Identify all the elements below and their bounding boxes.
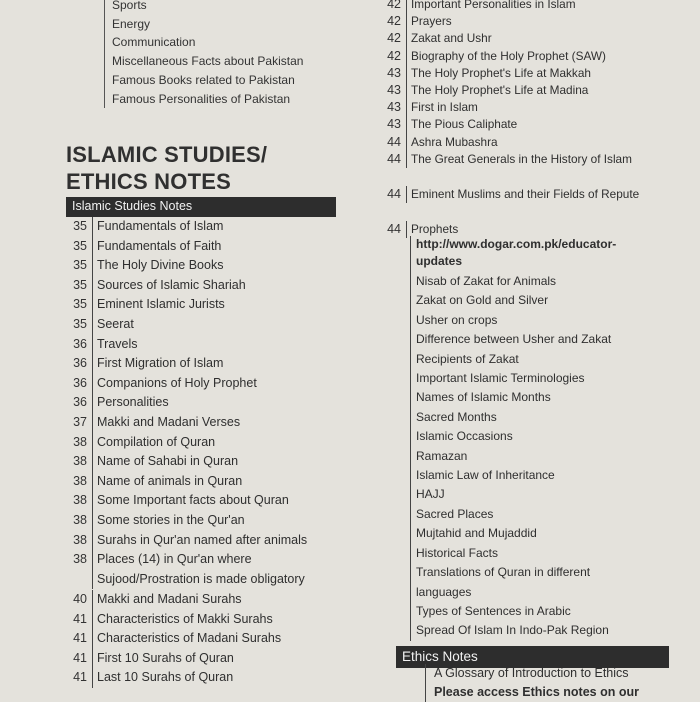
topic-title: Fundamentals of Faith xyxy=(92,237,336,257)
table-row xyxy=(66,472,336,492)
page-number: 35 xyxy=(73,238,87,253)
topic-title: Fundamentals of Islam xyxy=(92,217,336,237)
topic-title: The Holy Divine Books xyxy=(92,256,336,276)
table-row xyxy=(380,0,680,13)
page-number: 42 xyxy=(387,0,401,11)
page-number: 41 xyxy=(73,631,87,646)
topic-title: Characteristics of Makki Surahs xyxy=(92,610,336,630)
list-item: A Glossary of Introduction to Ethics xyxy=(434,666,629,680)
topic-title: Places (14) in Qur'an where Sujood/Prostration is made obligatory xyxy=(92,550,336,589)
page-number: 42 xyxy=(387,48,401,63)
topic-title: Personalities xyxy=(92,393,336,413)
page-number: 37 xyxy=(73,414,87,429)
page-number: 38 xyxy=(73,512,87,527)
topic-title: Biography of the Holy Prophet (SAW) xyxy=(406,48,680,65)
page-number: 42 xyxy=(387,14,401,29)
educator-updates-link[interactable]: http://www.dogar.com.pk/educator-updates xyxy=(416,237,617,268)
topic-title: Seerat xyxy=(92,315,336,335)
page-number: 43 xyxy=(387,100,401,115)
topic-title: Name of animals in Quran xyxy=(92,472,336,492)
table-row xyxy=(66,413,336,433)
topic-title: The Great Generals in the History of Islam xyxy=(406,151,680,168)
topic-title: First Migration of Islam xyxy=(92,354,336,374)
page-number: 44 xyxy=(387,151,401,166)
topic-title: Eminent Islamic Jurists xyxy=(92,295,336,315)
page-number: 38 xyxy=(73,552,87,567)
list-item: Sacred Places xyxy=(416,506,494,521)
table-row xyxy=(66,276,336,296)
list-item: Zakat on Gold and Silver xyxy=(416,293,549,308)
topic-title: Companions of Holy Prophet xyxy=(92,374,336,394)
page-number: 43 xyxy=(387,117,401,132)
page-number: 35 xyxy=(73,219,87,233)
table-row xyxy=(66,393,336,413)
table-row xyxy=(66,354,336,374)
topic-title: Name of Sahabi in Quran xyxy=(92,452,336,472)
pakistan-topics-list xyxy=(104,0,342,108)
list-item: Important Islamic Terminologies xyxy=(416,371,585,386)
table-row xyxy=(66,550,336,590)
topic-title: Important Personalities in Islam xyxy=(406,0,680,13)
list-item: Translations of Quran in different languages xyxy=(416,565,591,599)
list-item: Types of Sentences in Arabic xyxy=(416,603,571,618)
page-number: 35 xyxy=(73,258,87,273)
table-row xyxy=(380,99,680,116)
topic-title: Prayers xyxy=(406,13,680,30)
table-row xyxy=(380,48,680,65)
table-row xyxy=(66,668,336,688)
topic-title: Surahs in Qur'an named after animals xyxy=(92,531,336,551)
list-item: Spread Of Islam In Indo-Pak Region xyxy=(416,623,609,638)
islamic-studies-bar: Islamic Studies Notes xyxy=(66,197,336,217)
table-row xyxy=(66,531,336,551)
topic-title: First 10 Surahs of Quran xyxy=(92,649,336,669)
list-item: Communication xyxy=(112,35,196,50)
table-row xyxy=(66,610,336,630)
topic-title: The Holy Prophet's Life at Makkah xyxy=(406,65,680,82)
page-number: 35 xyxy=(73,277,87,292)
page-number: 36 xyxy=(73,356,87,371)
table-row xyxy=(66,237,336,257)
page-number: 38 xyxy=(73,473,87,488)
topic-title: Characteristics of Madani Surahs xyxy=(92,629,336,649)
page-number: 40 xyxy=(73,592,87,607)
table-row xyxy=(380,116,680,133)
page-number: 35 xyxy=(73,297,87,312)
online-topics-list xyxy=(410,236,631,641)
ethics-topics-list xyxy=(425,664,684,702)
list-item: Sacred Months xyxy=(416,409,497,424)
list-item: Recipients of Zakat xyxy=(416,351,519,366)
table-row xyxy=(66,629,336,649)
table-row xyxy=(66,433,336,453)
list-item: Names of Islamic Months xyxy=(416,390,551,405)
table-row xyxy=(380,82,680,99)
topic-title: Makki and Madani Surahs xyxy=(92,590,336,610)
topic-title: Eminent Muslims and their Fields of Repute xyxy=(406,186,680,203)
page-number: 41 xyxy=(73,611,87,626)
list-item: HAJJ xyxy=(416,487,445,502)
table-row xyxy=(66,511,336,531)
topic-title: Some stories in the Qur'an xyxy=(92,511,336,531)
list-item: Famous Books related to Pakistan xyxy=(112,72,295,87)
table-row xyxy=(66,256,336,276)
table-row xyxy=(380,13,680,30)
section-heading-line2: ETHICS NOTES xyxy=(66,169,231,194)
page-number: 44 xyxy=(387,186,401,201)
table-row xyxy=(380,186,680,221)
list-item: Ramazan xyxy=(416,448,468,463)
list-item: Please access Ethics notes on our xyxy=(434,685,639,699)
topic-title: Sources of Islamic Shariah xyxy=(92,276,336,296)
ethics-notes-bar: Ethics Notes xyxy=(396,646,669,668)
page-number: 36 xyxy=(73,336,87,351)
table-row xyxy=(380,65,680,82)
table-row xyxy=(66,315,336,335)
page-number: 36 xyxy=(73,395,87,410)
list-item: Islamic Law of Inheritance xyxy=(416,468,555,483)
list-item: Islamic Occasions xyxy=(416,429,513,444)
page-number: 41 xyxy=(73,650,87,665)
page-number: 43 xyxy=(387,83,401,98)
topic-title: Makki and Madani Verses xyxy=(92,413,336,433)
page-number: 38 xyxy=(73,454,87,469)
page-number: 38 xyxy=(73,434,87,449)
list-item: Miscellaneous Facts about Pakistan xyxy=(112,54,304,69)
table-row xyxy=(66,491,336,511)
topic-title: The Holy Prophet's Life at Madina xyxy=(406,82,680,99)
list-item: Usher on crops xyxy=(416,312,498,327)
topic-title: Ashra Mubashra xyxy=(406,134,680,151)
page-number: 41 xyxy=(73,670,87,685)
list-item: Nisab of Zakat for Animals xyxy=(416,274,557,288)
table-row xyxy=(66,452,336,472)
list-item: Sports xyxy=(112,0,147,12)
page-number: 38 xyxy=(73,493,87,508)
islamic-studies-table xyxy=(66,217,336,688)
topic-title: Prophets xyxy=(406,221,680,238)
list-item: Difference between Usher and Zakat xyxy=(416,332,612,347)
topic-title: Last 10 Surahs of Quran xyxy=(92,668,336,688)
table-row xyxy=(380,134,680,151)
topic-title: First in Islam xyxy=(406,99,680,116)
list-item: Energy xyxy=(112,16,151,31)
table-row xyxy=(66,335,336,355)
topic-title: Zakat and Ushr xyxy=(406,30,680,47)
table-row xyxy=(380,30,680,47)
page-number: 36 xyxy=(73,375,87,390)
table-row xyxy=(380,151,680,186)
section-heading-line1: ISLAMIC STUDIES/ xyxy=(66,142,268,167)
page-number: 35 xyxy=(73,316,87,331)
list-item: Famous Personalities of Pakistan xyxy=(112,91,291,106)
table-row xyxy=(66,295,336,315)
page-number: 42 xyxy=(387,31,401,46)
topic-title: Some Important facts about Quran xyxy=(92,491,336,511)
page-number: 44 xyxy=(387,221,401,236)
table-row xyxy=(66,217,336,237)
page-number: 43 xyxy=(387,65,401,80)
islamic-studies-table-continued xyxy=(380,0,680,238)
list-item: Historical Facts xyxy=(416,545,499,560)
page-number: 38 xyxy=(73,532,87,547)
topic-title: The Pious Caliphate xyxy=(406,116,680,133)
table-row xyxy=(66,649,336,669)
table-row xyxy=(66,590,336,610)
list-item: Mujtahid and Mujaddid xyxy=(416,526,537,541)
topic-title: Travels xyxy=(92,335,336,355)
table-row xyxy=(66,374,336,394)
page-number: 44 xyxy=(387,134,401,149)
section-heading xyxy=(66,141,267,195)
topic-title: Compilation of Quran xyxy=(92,433,336,453)
